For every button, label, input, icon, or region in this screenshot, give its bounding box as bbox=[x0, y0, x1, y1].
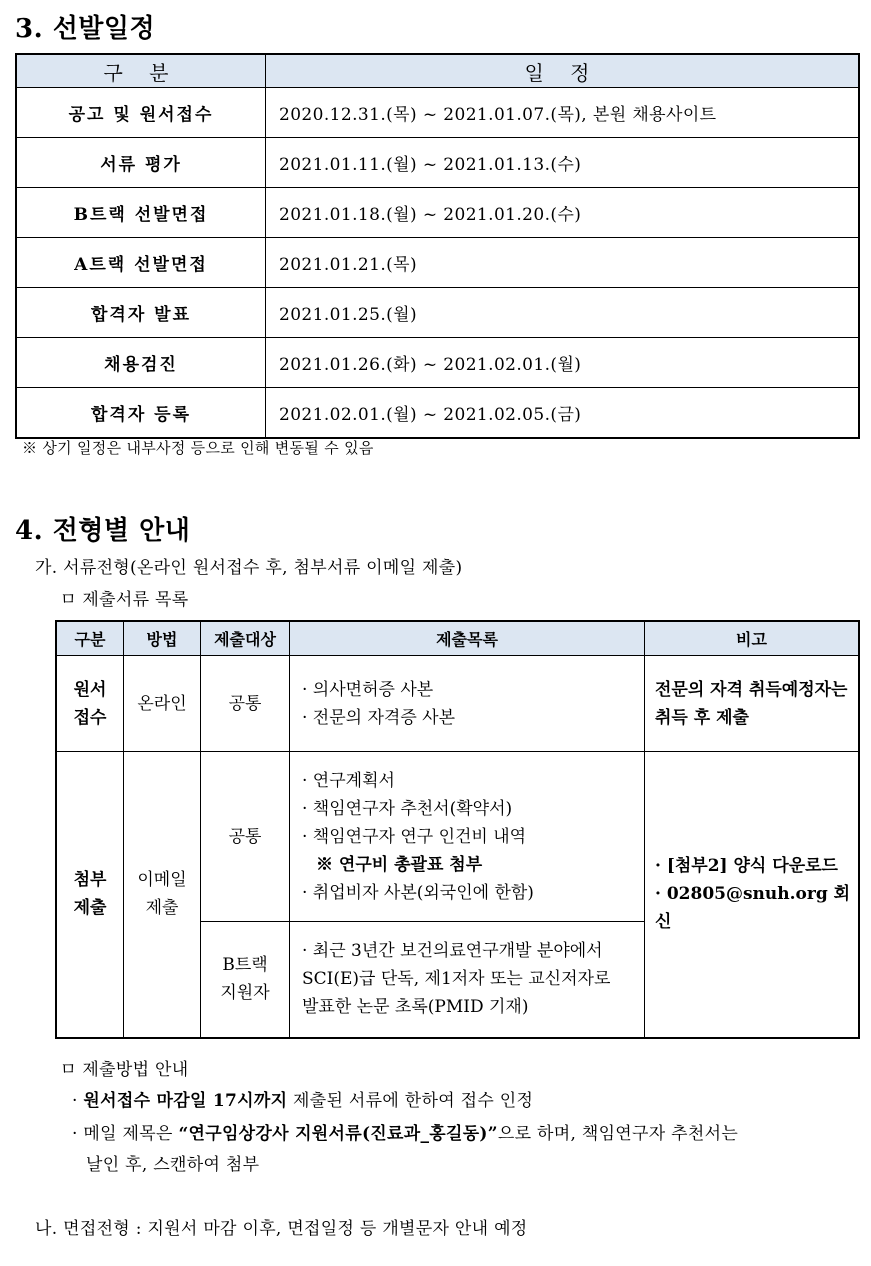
submission-method-heading: ㅁ 제출방법 안내 bbox=[60, 1060, 189, 1080]
table-row bbox=[56, 752, 859, 922]
schedule-label: 합격자 등록 bbox=[16, 388, 266, 439]
submission-method-line-2 bbox=[72, 1119, 738, 1144]
category-cell: 첨부 제출 bbox=[56, 752, 124, 1038]
list-item: · 의사면허증 사본 bbox=[302, 679, 434, 700]
items-cell bbox=[290, 656, 645, 752]
deadline-emphasis: 원서접수 마감일 17시까지 bbox=[83, 1091, 288, 1111]
items-cell bbox=[290, 752, 645, 922]
bullet-dot: · bbox=[72, 1091, 84, 1111]
target-cell: 공통 bbox=[201, 752, 290, 922]
list-item: · 최근 3년간 보건의료연구개발 분야에서 bbox=[302, 941, 603, 962]
schedule-label: A트랙 선발면접 bbox=[16, 238, 266, 288]
remark-cell: 전문의 자격 취득예정자는 취득 후 제출 bbox=[645, 656, 860, 752]
schedule-table bbox=[15, 53, 860, 439]
remark-line: · [첨부2] 양식 다운로드 bbox=[655, 856, 838, 877]
schedule-label: 공고 및 원서접수 bbox=[16, 88, 266, 138]
section-4-title: 4. 전형별 안내 bbox=[15, 516, 191, 546]
schedule-header-row bbox=[16, 54, 859, 88]
list-item: 발표한 논문 초록(PMID 기재) bbox=[302, 997, 529, 1018]
submission-method-line-2-cont: 날인 후, 스캔하여 첨부 bbox=[86, 1155, 260, 1175]
schedule-label: 채용검진 bbox=[16, 338, 266, 388]
table-row bbox=[16, 88, 859, 138]
schedule-header-category: 구 분 bbox=[16, 54, 266, 88]
list-item: SCI(E)급 단독, 제1저자 또는 교신저자로 bbox=[302, 969, 611, 990]
schedule-value: 2021.01.21.(목) bbox=[266, 238, 860, 288]
target-cell: 공통 bbox=[201, 656, 290, 752]
mail-title-suffix: 으로 하며, 책임연구자 추천서는 bbox=[497, 1124, 739, 1144]
remark-cell bbox=[645, 752, 860, 1038]
sub-section-ga: 가. 서류전형(온라인 원서접수 후, 첨부서류 이메일 제출) bbox=[35, 558, 463, 578]
list-item: · 연구계획서 bbox=[302, 770, 395, 791]
schedule-header-schedule: 일 정 bbox=[266, 54, 860, 88]
method-cell: 온라인 bbox=[124, 656, 201, 752]
target-cell: B트랙 지원자 bbox=[201, 922, 290, 1038]
list-item: · 전문의 자격증 사본 bbox=[302, 707, 455, 728]
schedule-label: B트랙 선발면접 bbox=[16, 188, 266, 238]
document-list-heading: ㅁ 제출서류 목록 bbox=[60, 590, 189, 610]
table-row bbox=[16, 338, 859, 388]
deadline-rest: 제출된 서류에 한하여 접수 인정 bbox=[287, 1091, 534, 1111]
mail-title-prefix: · 메일 제목은 bbox=[72, 1124, 179, 1144]
mail-title-emphasis: “연구임상강사 지원서류(진료과_홍길동)” bbox=[178, 1124, 498, 1144]
schedule-value: 2020.12.31.(목) ~ 2021.01.07.(목), 본원 채용사이트 bbox=[266, 88, 860, 138]
table-row bbox=[56, 656, 859, 752]
submission-method-line-1 bbox=[72, 1086, 533, 1111]
sub-section-na: 나. 면접전형 : 지원서 마감 이후, 면접일정 등 개별문자 안내 예정 bbox=[35, 1219, 528, 1239]
schedule-value: 2021.01.25.(월) bbox=[266, 288, 860, 338]
schedule-value: 2021.01.26.(화) ~ 2021.02.01.(월) bbox=[266, 338, 860, 388]
schedule-value: 2021.02.01.(월) ~ 2021.02.05.(금) bbox=[266, 388, 860, 439]
items-cell bbox=[290, 922, 645, 1038]
documents-header: 방법 bbox=[124, 621, 201, 656]
list-item: · 책임연구자 연구 인건비 내역 bbox=[302, 826, 527, 847]
schedule-value: 2021.01.11.(월) ~ 2021.01.13.(수) bbox=[266, 138, 860, 188]
list-item-note: ※ 연구비 총괄표 첨부 bbox=[316, 854, 483, 875]
documents-header: 제출대상 bbox=[201, 621, 290, 656]
documents-header-row bbox=[56, 621, 859, 656]
documents-header: 구분 bbox=[56, 621, 124, 656]
table-row bbox=[16, 138, 859, 188]
schedule-label: 합격자 발표 bbox=[16, 288, 266, 338]
table-row bbox=[16, 188, 859, 238]
table-row bbox=[16, 238, 859, 288]
schedule-note: ※ 상기 일정은 내부사정 등으로 인해 변동될 수 있음 bbox=[22, 439, 374, 457]
table-row bbox=[16, 388, 859, 439]
remark-line: · 02805@snuh.org 회신 bbox=[655, 884, 851, 933]
schedule-label: 서류 평가 bbox=[16, 138, 266, 188]
section-3-title: 3. 선발일정 bbox=[15, 14, 156, 44]
documents-header: 비고 bbox=[645, 621, 860, 656]
category-cell: 원서 접수 bbox=[56, 656, 124, 752]
list-item: · 책임연구자 추천서(확약서) bbox=[302, 798, 513, 819]
method-cell: 이메일 제출 bbox=[124, 752, 201, 1038]
documents-table bbox=[55, 620, 860, 1039]
documents-header: 제출목록 bbox=[290, 621, 645, 656]
list-item: · 취업비자 사본(외국인에 한함) bbox=[302, 882, 534, 903]
schedule-value: 2021.01.18.(월) ~ 2021.01.20.(수) bbox=[266, 188, 860, 238]
table-row bbox=[16, 288, 859, 338]
